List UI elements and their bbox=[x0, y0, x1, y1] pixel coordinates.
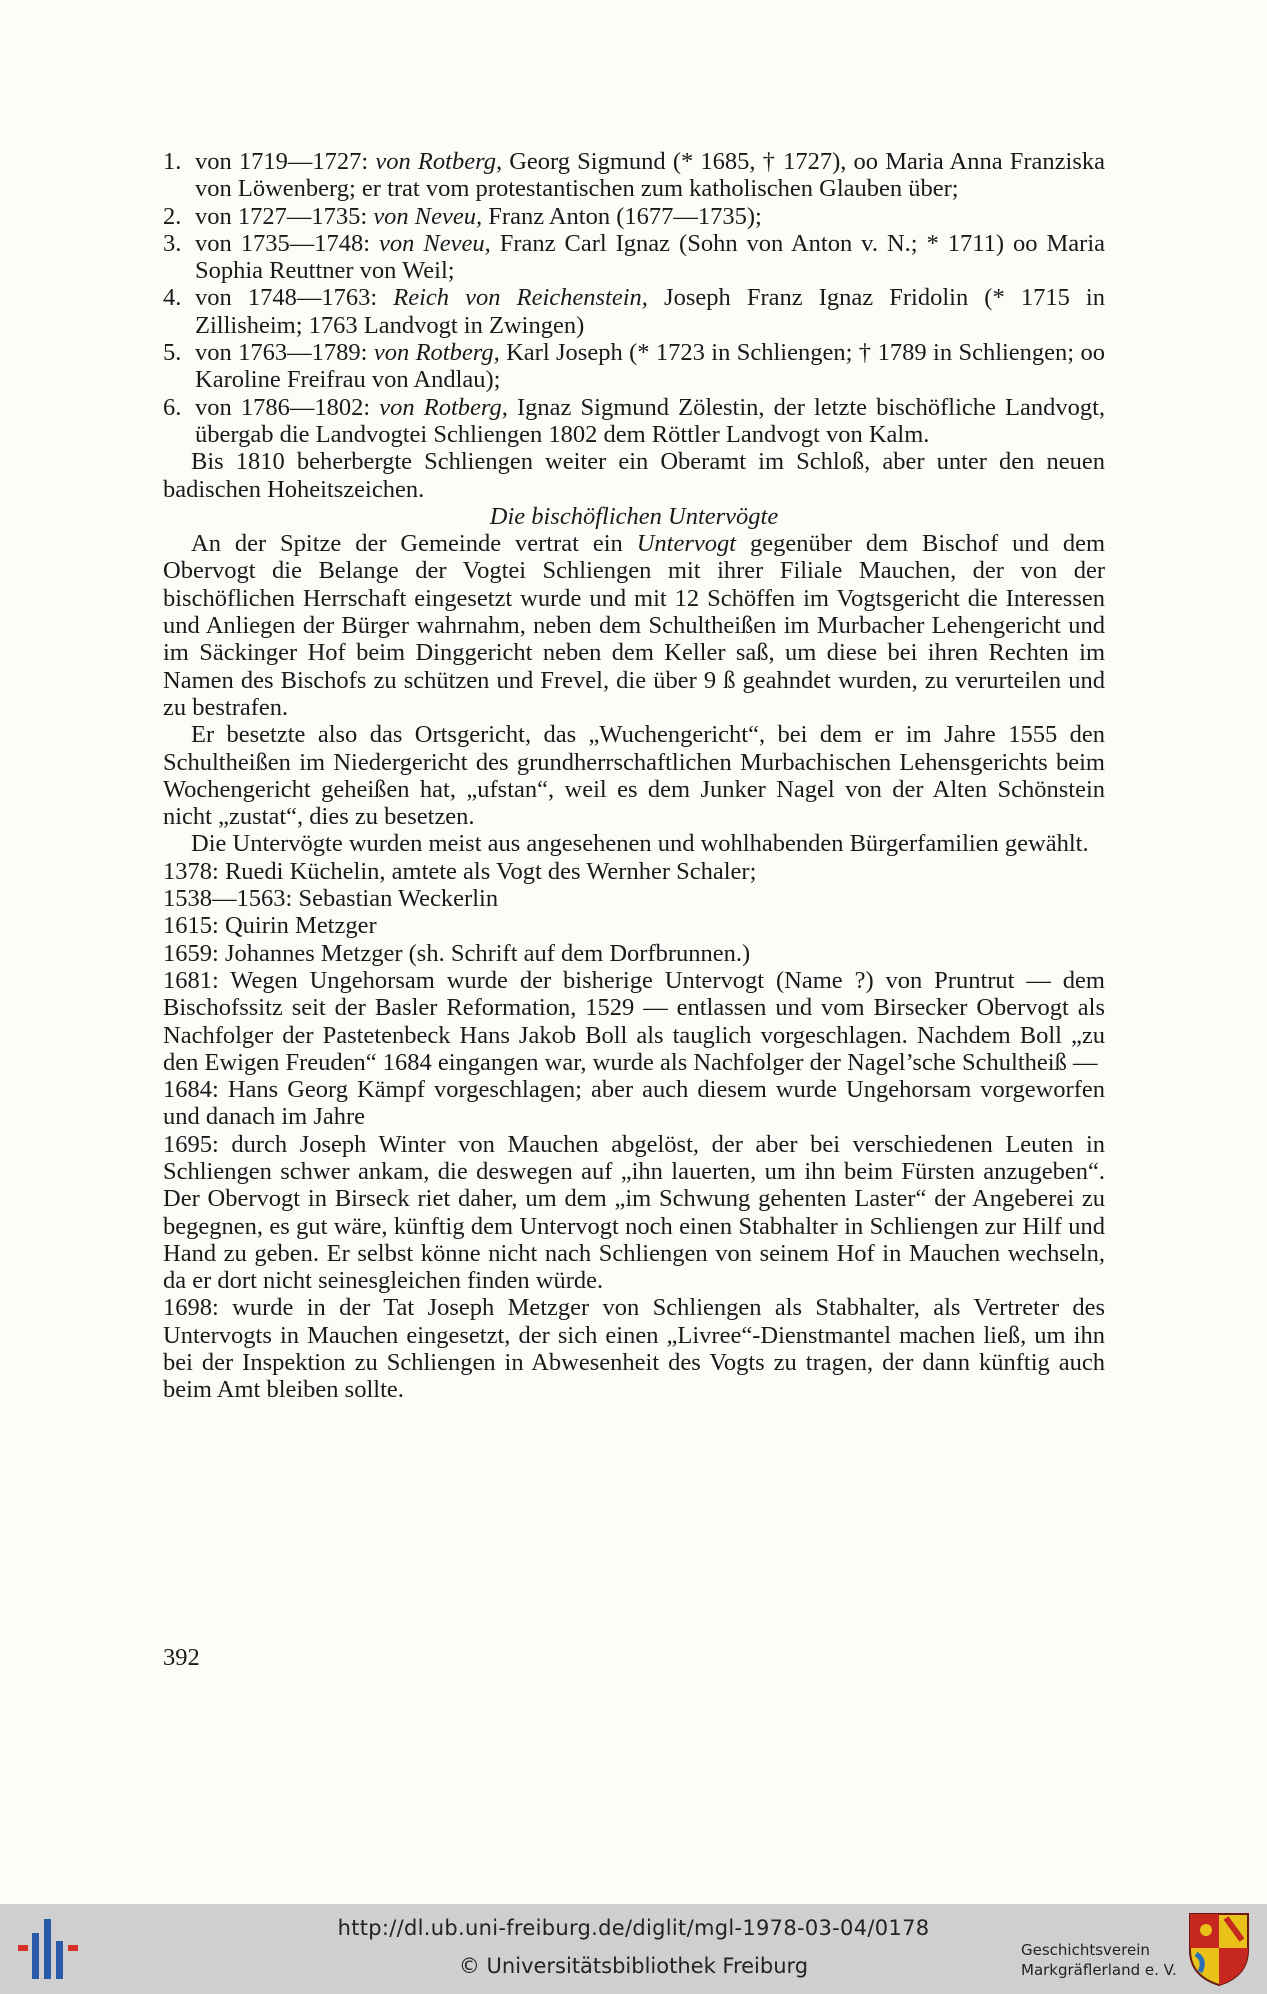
list-item: 1681: Wegen Ungehorsam wurde der bisherige Untervogt (Name ?) von Pruntrut — dem Bischofssitz seit der Basler Reformation, 1529 — entlassen und vom Birsecker Obervogt als Nachfolger der Pastetenbeck Hans Jakob Boll als tauglich vorgeschlagen. Nachdem Boll „zu den Ewigen Freuden“ 1684 eingangen war, wurde als Nachfolger der Nagel’sche Schultheiß — bbox=[163, 966, 1105, 1076]
copyright-text: © Universitätsbibliothek Freiburg bbox=[458, 1954, 809, 1978]
paragraph: An der Spitze der Gemeinde vertrat ein Untervogt gegenüber dem Bischof und dem Obervogt die Belange der Vogtei Schliengen mit ihrer Filiale Mauchen, der von der bischöflichen Herrschaft eingesetzt wurde und mit 12 Schöffen im Vogtsgericht die Interessen und Anliegen der Bürger wahrnahm, neben dem Schultheißen im Murbacher Lehengericht und im Säckinger Hof beim Dinggericht neben dem Keller saß, um diese bei ihren Rechten im Namen des Bischofs zu schützen und Frevel, die über 9 ß geahndet wurden, zu verurteilen und zu bestrafen. bbox=[163, 530, 1106, 721]
footer-bar bbox=[0, 1904, 1267, 1994]
paragraph: Die Untervögte wurden meist aus angesehenen und wohlhabenden Bürgerfamilien gewählt. bbox=[191, 830, 1089, 858]
regent-list bbox=[163, 148, 1105, 448]
list-item: 6. von 1786—1802: von Rotberg, Ignaz Sigmund Zölestin, der letzte bischöfliche Landvogt, übergab die Landvogtei Schliengen 1802 dem Röttler Landvogt von Kalm. bbox=[163, 393, 1106, 448]
list-item: 2. von 1727—1735: von Neveu, Franz Anton (1677—1735); bbox=[163, 202, 762, 230]
coat-of-arms-icon bbox=[1186, 1910, 1252, 1988]
page-number: 392 bbox=[163, 1644, 200, 1671]
list-item: 3. von 1735—1748: von Neveu, Franz Carl Ignaz (Sohn von Anton v. N.; * 1711) oo Maria Sophia Reuttner von Weil; bbox=[163, 229, 1105, 285]
list-item: 4. von 1748—1763: Reich von Reichenstein, Joseph Franz Ignaz Fridolin (* 1715 in Zillisheim; 1763 Landvogt in Zwingen) bbox=[163, 284, 1105, 339]
source-url-link[interactable]: http://dl.ub.uni-freiburg.de/diglit/mgl-1978-03-04/0178 bbox=[337, 1916, 930, 1940]
list-item: 1615: Quirin Metzger bbox=[163, 912, 377, 940]
list-item: 1538—1563: Sebastian Weckerlin bbox=[163, 885, 499, 913]
list-item: 1. von 1719—1727: von Rotberg, Georg Sigmund (* 1685, † 1727), oo Maria Anna Franziska von Löwenberg; er trat vom protestantischen zum katholischen Glauben über; bbox=[163, 148, 1105, 203]
paragraph: Bis 1810 beherbergte Schliengen weiter ein Oberamt im Schloß, aber unter den neuen badischen Hoheitszeichen. bbox=[163, 448, 1105, 503]
list-item: 1698: wurde in der Tat Joseph Metzger von Schliengen als Stabhalter, als Vertreter des Untervogts in Mauchen eingesetzt, der sich einen „Livree“-Dienstmantel machen ließ, um ihn bei der Inspektion zu Schliengen in Abwesenheit des Vogts zu tragen, der dann künftig auch beim Amt bleiben sollte. bbox=[163, 1294, 1105, 1404]
paragraph: Er besetzte also das Ortsgericht, das „Wuchengericht“, bei dem er im Jahre 1555 den Schultheißen im Niedergericht des grundherrschaftlichen Murbachischen Lehensgerichts beim Wochengericht geheißen hat, „ufstan“, weil es dem Junker Nagel von der Alten Schönstein nicht „zustat“, dies zu besetzen. bbox=[163, 721, 1105, 831]
society-name: Geschichtsverein Markgräflerland e. V. bbox=[1021, 1941, 1177, 1979]
list-item: 1684: Hans Georg Kämpf vorgeschlagen; aber auch diesem wurde Ungehorsam vorgeworfen und danach im Jahre bbox=[163, 1076, 1105, 1131]
section-heading: Die bischöflichen Untervögte bbox=[489, 502, 779, 530]
body-text bbox=[163, 148, 1105, 1404]
list-item: 1378: Ruedi Küchelin, amtete als Vogt des Wernher Schaler; bbox=[163, 857, 757, 885]
list-item: 1659: Johannes Metzger (sh. Schrift auf dem Dorfbrunnen.) bbox=[163, 939, 751, 967]
list-item: 1695: durch Joseph Winter von Mauchen abgelöst, der aber bei verschiedenen Leuten in Schliengen schwer ankam, die deswegen auf „ihn lauerten, um ihn beim Fürsten anzugeben“. Der Obervogt in Birseck riet daher, um dem „im Schwung gehenten Laster“ der Angeberei zu begegnen, es gut wäre, künftig dem Untervogt noch einen Stabhalter in Schliengen zur Hilf und Hand zu geben. Er selbst könne nicht nach Schliengen von seinem Hof in Mauchen wechseln, da er dort nicht seinesgleichen finden würde. bbox=[163, 1130, 1105, 1295]
list-item: 5. von 1763—1789: von Rotberg, Karl Joseph (* 1723 in Schliengen; † 1789 in Schliengen; oo Karoline Freifrau von Andlau); bbox=[163, 339, 1105, 394]
